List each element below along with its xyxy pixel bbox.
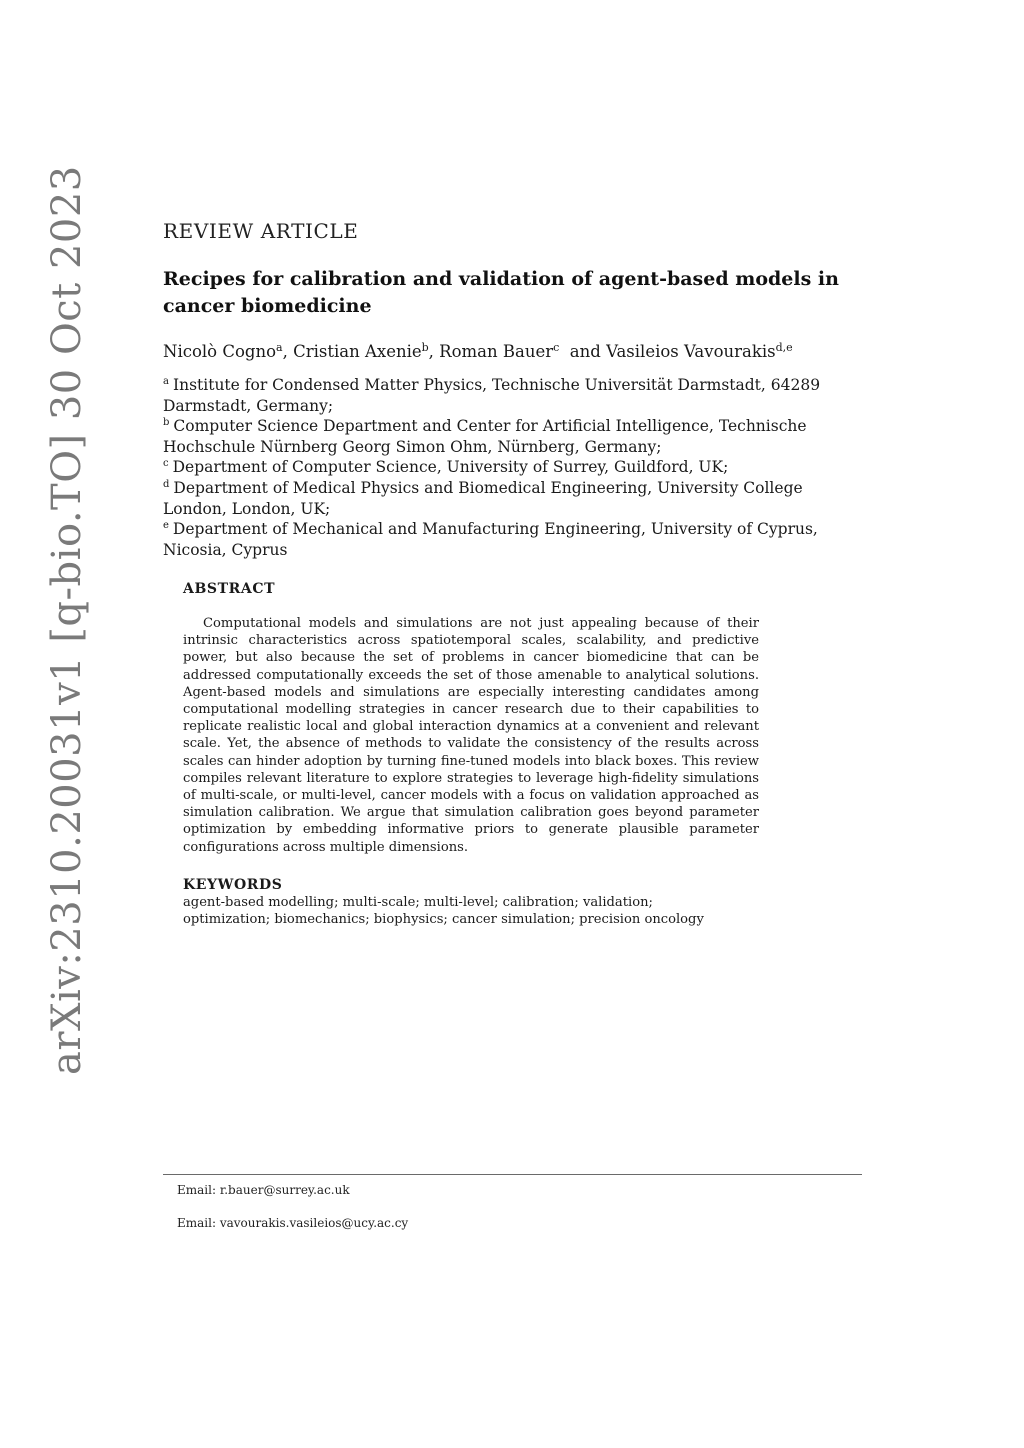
affiliation-marker: e [163, 520, 169, 532]
author-separator: , [282, 342, 294, 361]
abstract-heading: ABSTRACT [183, 581, 276, 597]
author-separator: , [428, 342, 440, 361]
author-separator: and [559, 342, 607, 361]
author-name: Roman Bauer [439, 342, 554, 361]
affiliation-text: Department of Computer Science, University of Surrey, Guildford, UK; [172, 458, 729, 477]
affiliation-marker: d [163, 478, 170, 490]
keywords-body [183, 894, 743, 928]
keywords-line: optimization; biomechanics; biophysics; cancer simulation; precision oncology [183, 912, 704, 928]
author-affiliation-marker: a [276, 341, 283, 354]
affiliation-list [163, 375, 863, 560]
footnote-email: Email: r.bauer@surrey.ac.uk [177, 1183, 350, 1197]
footnote-divider [163, 1174, 862, 1175]
abstract-body: Computational models and simulations are not just appealing because of their intrinsic characteristics across spatiotemporal scales, scalability, and predictive power, but also because the set of problems in cancer biomedicine that can be addressed computationally exceeds the set of those amenable to analytical solutions. Agent-based models and simulations are especially interesting candidates among computational modelling strategies in cancer research due to their capabilities to replicate realistic local and global interaction dynamics at a convenient and relevant scale. Yet, the absence of methods to validate the consistency of the results across scales can hinder adoption by turning fine-tuned models into black boxes. This review compiles relevant literature to explore strategies to leverage high-fidelity simulations of multi-scale, or multi-level, cancer models with a focus on validation approached as simulation calibration. We argue that simulation calibration goes beyond parameter optimization by embedding informative priors to generate plausible parameter configurations across multiple dimensions. [183, 616, 759, 855]
keywords-line: agent-based modelling; multi-scale; multi-level; calibration; validation; [183, 895, 653, 910]
affiliation-item [163, 478, 863, 519]
author-name: Cristian Axenie [293, 342, 422, 361]
affiliation-marker: a [163, 376, 169, 387]
affiliation-text: Department of Mechanical and Manufacturing Engineering, University of Cyprus, Nicosia, Cyprus [163, 520, 818, 559]
affiliation-marker: b [163, 417, 170, 429]
affiliation-item [163, 457, 863, 478]
author-affiliation-marker: c [553, 341, 560, 354]
affiliation-text: Computer Science Department and Center for Artificial Intelligence, Technische Hochschule Nürnberg Georg Simon Ohm, Nürnberg, Germany; [163, 417, 807, 456]
author-affiliation-marker: b [421, 341, 429, 354]
affiliation-text: Institute for Condensed Matter Physics, Technische Universität Darmstadt, 64289 Darmstadt, Germany; [163, 376, 821, 415]
paper-title: Recipes for calibration and validation of agent-based models in cancer biomedicine [163, 268, 839, 317]
article-type-label: REVIEW ARTICLE [163, 219, 359, 243]
author-name: Nicolò Cogno [163, 342, 277, 361]
author-affiliation-marker: d,e [775, 341, 793, 354]
affiliation-marker: c [163, 458, 169, 470]
affiliation-text: Department of Medical Physics and Biomedical Engineering, University College London, London, UK; [163, 478, 803, 518]
footnote-email: Email: vavourakis.vasileios@ucy.ac.cy [177, 1216, 409, 1230]
arxiv-identifier-stamp: arXiv:2310.20031v1 [q-bio.TO] 30 Oct 2023 [44, 165, 90, 1075]
author-name: Vasileios Vavourakis [606, 342, 776, 361]
author-list [163, 341, 863, 363]
affiliation-item [163, 416, 863, 457]
keywords-heading: KEYWORDS [183, 877, 283, 893]
affiliation-item [163, 519, 863, 560]
affiliation-item [163, 375, 863, 416]
